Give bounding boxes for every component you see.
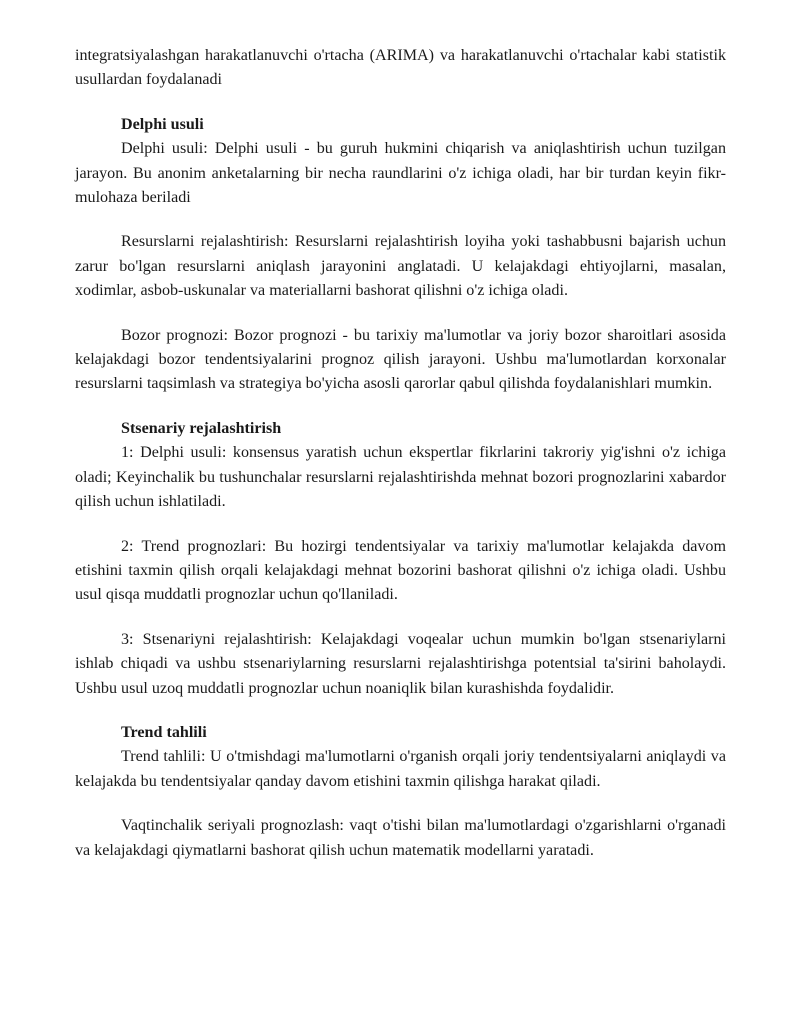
heading-delphi-usuli: Delphi usuli xyxy=(121,115,204,133)
heading-stsenariy-rejalashtirish: Stsenariy rejalashtirish xyxy=(121,419,282,437)
paragraph-trend-tahlili: Trend tahlili: U o'tmishdagi ma'lumotlarni o'rganish orqali joriy tendentsiyalarni aniqlaydi va kelajakda bu tendentsiyalar qanday davom etishini taxmin qilishga harakat qiladi. xyxy=(75,748,726,790)
paragraph-item-2-trend-prognozlari: 2: Trend prognozlari: Bu hozirgi tendentsiyalar va tarixiy ma'lumotlar kelajakda davom etishini taxmin qilish orqali kelajakdagi mehnat bozorini bashorat qilishni o'z ichiga oladi. Ushbu usul qisqa muddatli prognozlar uchun qo'llaniladi. xyxy=(75,537,726,604)
paragraph-vaqt-seriyali-prognozlash: Vaqtinchalik seriyali prognozlash: vaqt o'tishi bilan ma'lumotlardagi o'zgarishlarni o'rganadi va kelajakdagi qiymatlarni bashorat qilish uchun matematik modellarni yaratadi. xyxy=(75,817,726,859)
paragraph-item-1-delphi: 1: Delphi usuli: konsensus yaratish uchun ekspertlar fikrlarini takroriy yig'ishni o'z ichiga oladi; Keyinchalik bu tushunchalar resurslarni rejalashtirishda mehnat bozori prognozlarini xabardor qilish uchun ishlatiladi. xyxy=(75,444,726,511)
paragraph-item-3-stsenariy: 3: Stsenariyni rejalashtirish: Kelajakdagi voqealar uchun mumkin bo'lgan stsenariylarni ishlab chiqadi va ushbu stsenariylarning resurslarni rejalashtirishga potentsial ta'sirini baholaydi. Ushbu usul uzoq muddatli prognozlar uchun noaniqlik bilan kurashishda foydalidir. xyxy=(75,630,726,697)
paragraph-arima-continuation: integratsiyalashgan harakatlanuvchi o'rtacha (ARIMA) va harakatlanuvchi o'rtachalar kabi statistik usullardan foydalanadi xyxy=(75,47,726,89)
heading-trend-tahlili: Trend tahlili xyxy=(121,723,207,741)
paragraph-bozor-prognozi: Bozor prognozi: Bozor prognozi - bu tarixiy ma'lumotlar va joriy bozor sharoitlari asosida kelajakdagi bozor tendentsiyalarini prognoz qilish jarayoni. Ushbu ma'lumotlardan korxonalar resurslarni taqsimlash va strategiya bo'yicha asosli qarorlar qabul qilishda foydalanishlari mumkin. xyxy=(75,326,726,393)
paragraph-resurslarni-rejalashtirish: Resurslarni rejalashtirish: Resurslarni rejalashtirish loyiha yoki tashabbusni bajarish uchun zarur bo'lgan resurslarni aniqlash jarayonini anglatadi. U kelajakdagi ehtiyojlarni, masalan, xodimlar, asbob-uskunalar va materiallarni bashorat qilishni o'z ichiga oladi. xyxy=(75,233,726,300)
document-page xyxy=(75,44,726,863)
paragraph-delphi-usuli: Delphi usuli: Delphi usuli - bu guruh hukmini chiqarish va aniqlashtirish uchun tuzilgan jarayon. Bu anonim anketalarning bir necha raundlarini o'z ichiga oladi, har bir turdan keyin fikr-mulohaza beriladi xyxy=(75,140,726,207)
